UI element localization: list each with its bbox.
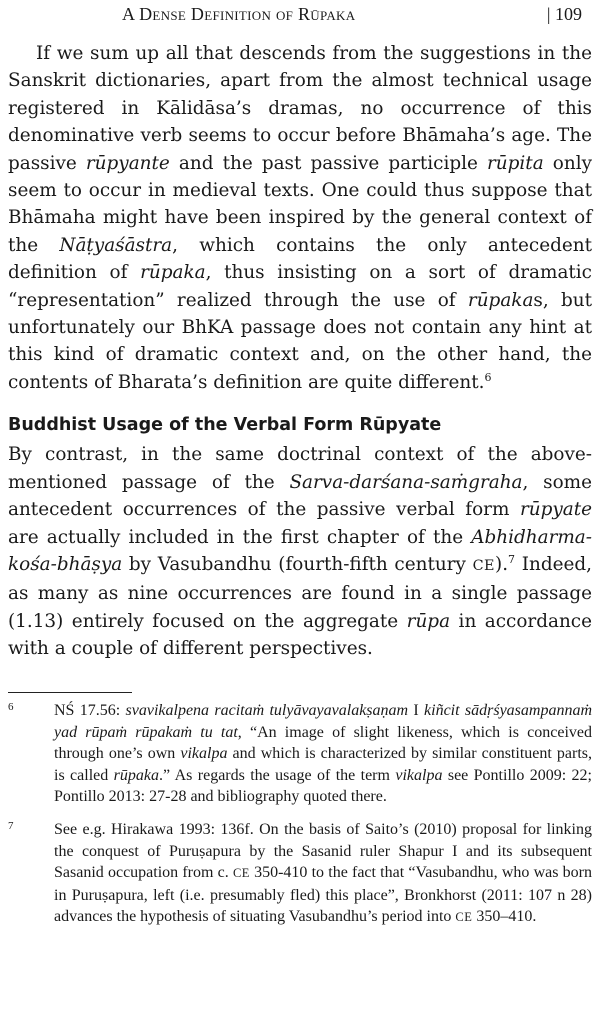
italic-term: rūpyante: [85, 152, 170, 174]
running-head: [0, 4, 600, 32]
running-title: A Dense Definition of Rūpaka: [122, 4, 356, 24]
text-run: only seem to occur in medieval texts. One could thus suppose that Bhāmaha might have been inspired by the general context of the: [8, 152, 592, 256]
text-run: By contrast, in the same doctrinal context of the above-mentioned passage of the: [8, 444, 592, 493]
text-run: If we sum up all that descends from the suggestions in the Sanskrit dictionaries, apart from the almost technical usage registered in Kālidāsa’s dramas, no occurrence of this denominative verb seems to occur before Bhāmaha’s age. The passive: [8, 43, 592, 174]
page-number: | 109: [546, 4, 582, 24]
italic-term: Sarva-darśana-saṁgraha: [289, 471, 523, 493]
text-run: , “An image of slight likeness, which is conceived through one’s own: [54, 723, 592, 763]
footnote-ref: 6: [484, 370, 492, 384]
text-run: and which is characterized by similar constituent parts, is called: [54, 745, 592, 784]
text-run: 350–410.: [472, 908, 537, 926]
footnote-separator: [8, 692, 132, 693]
footnote-number: 6: [8, 701, 14, 713]
text-run: 350-410 to the fact that “Vasubandhu, who was born in Puruṣapura, left (i.e. presumably fled) this place”, Bronkhorst (2011: 107 n 28) advances the hypothesis of situating Vasubandhu’s period into: [54, 864, 592, 926]
body-text: [8, 40, 592, 663]
section-heading: Buddhist Usage of the Verbal Form Rūpyate: [8, 415, 442, 436]
text-run: ).: [495, 553, 509, 575]
footnote-ref: 7: [508, 552, 516, 566]
text-run: see Pontillo 2009: 22; Pontillo 2013: 27-28 and bibliography quoted there.: [54, 766, 593, 806]
italic-term: Abhidharma-kośa-bhāṣya: [8, 526, 592, 575]
italic-term: svavikalpena racitaṁ tulyāvayavalakṣaṇam: [125, 702, 409, 719]
italic-term: vikalpa: [180, 745, 228, 763]
italic-term: vikalpa: [395, 766, 443, 784]
italic-term: rūpaka: [467, 289, 534, 311]
era-abbrev: CE: [472, 557, 496, 574]
era-abbrev: CE: [455, 910, 473, 925]
italic-term: rūpita: [487, 152, 544, 174]
paragraph-1: [8, 40, 592, 396]
italic-term: kiñcit sādṛśyasampannaṁ yad rūpaṁ rūpakaṁ tu tat: [54, 702, 592, 741]
text-run: s, but unfortunately our BhKA passage does not contain any hint at this kind of dramatic context and, on the other hand, the contents of Bharata’s definition are quite different.: [8, 289, 592, 393]
text-run: and the past passive participle: [169, 152, 488, 174]
text-run: , some antecedent occurrences of the passive verbal form: [8, 471, 592, 521]
italic-term: rūpa: [406, 610, 451, 632]
paragraph-2: [8, 441, 592, 662]
text-run: NŚ 17.56:: [54, 702, 126, 719]
italic-term: rūpaka: [113, 766, 159, 784]
era-abbrev: CE: [232, 866, 250, 881]
text-run: in accordance with a couple of different perspectives.: [8, 610, 592, 660]
text-run: , thus insisting on a sort of dramatic “representation” realized through the use of: [8, 262, 592, 311]
footnote-7: [8, 819, 592, 929]
text-run: See e.g. Hirakawa 1993: 136f. On the basis of Saito’s (2010) proposal for linking the conquest of Puruṣapura by the Sasanid ruler Shapur I and its subsequent Sasanid occupation from c.: [54, 820, 592, 882]
footnote-number: 7: [8, 819, 14, 832]
footnote-6: [8, 700, 592, 808]
footnotes: [8, 700, 592, 940]
text-run: , which contains the only antecedent definition of: [8, 234, 592, 284]
italic-term: rūpyate: [519, 499, 592, 521]
text-run: are actually included in the first chapter of the: [8, 526, 472, 548]
text-run: I: [408, 702, 425, 719]
footnote-text: [54, 700, 592, 808]
text-run: Indeed, as many as nine occurrences are found in a single passage (1.13) entirely focused on the aggregate: [8, 553, 592, 632]
text-run: .” As regards the usage of the term: [158, 766, 396, 784]
footnote-text: [54, 819, 592, 929]
text-run: by Vasubandhu (fourth-fifth century: [122, 553, 473, 575]
italic-term: Nāṭyaśāstra: [59, 234, 173, 256]
italic-term: rūpaka: [140, 262, 206, 284]
